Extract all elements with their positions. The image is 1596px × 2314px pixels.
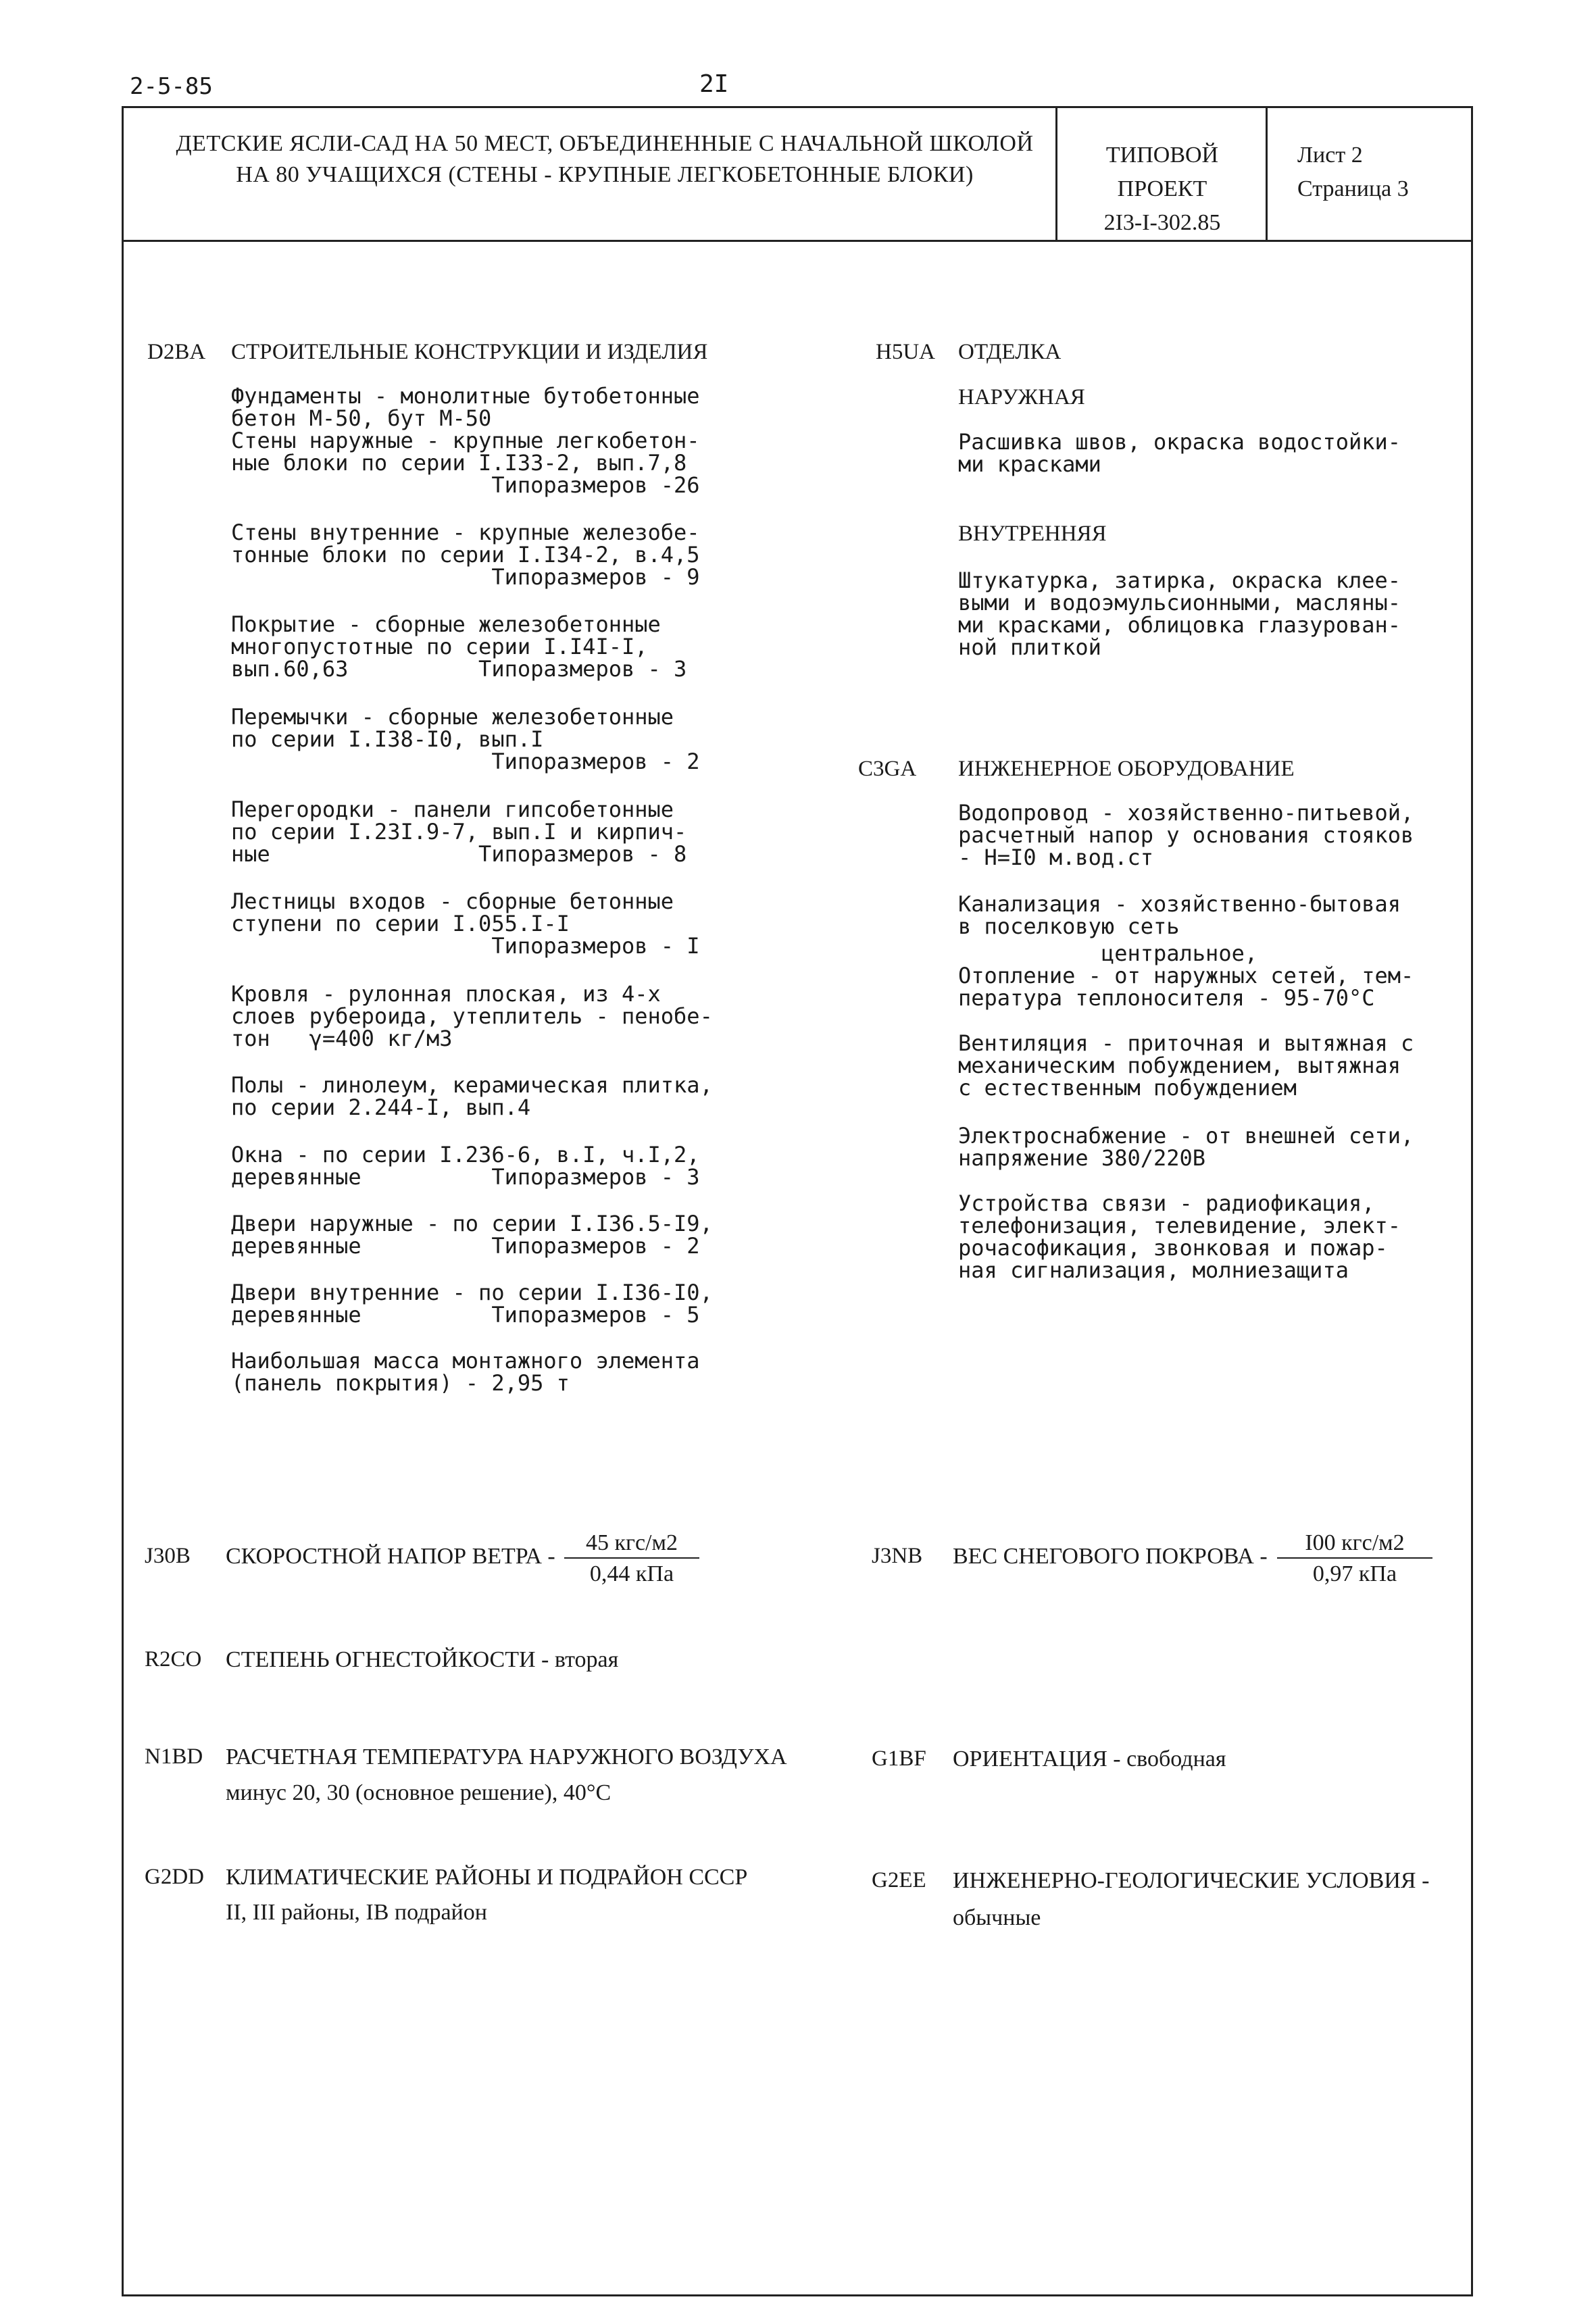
header-column-divider-2 <box>1266 106 1268 240</box>
snow-value <box>1277 1530 1432 1587</box>
snow-value-denominator: 0,97 кПа <box>1312 1561 1397 1586</box>
geology-title: ИНЖЕНЕРНО-ГЕОЛОГИЧЕСКИЕ УСЛОВИЯ - <box>953 1868 1430 1893</box>
engineering-item: центральное, Отопление - от наружных сетей, тем- пература теплоносителя - 95-70°С <box>958 940 1414 1011</box>
constructions-item: Наибольшая масса монтажного элемента (панель покрытия) - 2,95 т <box>231 1348 700 1396</box>
header-column-divider-1 <box>1055 106 1057 240</box>
wind-value <box>564 1530 699 1587</box>
project-block <box>1061 139 1264 240</box>
wind-value-numerator: 45 кгс/м2 <box>564 1530 699 1559</box>
constructions-item: Кровля - рулонная плоская, из 4-х слоев рубероида, утеплитель - пенобе- тон γ=400 кг/м3 <box>231 981 713 1051</box>
climate-title: КЛИМАТИЧЕСКИЕ РАЙОНЫ И ПОДРАЙОН СССР <box>226 1865 748 1890</box>
constructions-item: Полы - линолеум, керамическая плитка, по серии 2.244-I, вып.4 <box>231 1072 713 1120</box>
constructions-item: Стены наружные - крупные легкобетон- ные блоки по серии I.I33-2, вып.7,8 Типоразмеров -26 <box>231 428 700 498</box>
fire-resistance: СТЕПЕНЬ ОГНЕСТОЙКОСТИ - вторая <box>226 1647 619 1672</box>
constructions-item: Лестницы входов - сборные бетонные ступени по серии I.055.I-I Типоразмеров - I <box>231 888 700 959</box>
finishing-inner-text: Штукатурка, затирка, окраска клее- выми и водоэмульсионными, масляны- ми красками, облицовка глазурован- ной плиткой <box>958 568 1401 660</box>
engineering-item: Водопровод - хозяйственно-питьевой, расчетный напор у основания стояков - H=I0 м.вод.ст <box>958 800 1414 870</box>
sheet-page: Страница 3 <box>1297 176 1409 201</box>
constructions-item: Фундаменты - монолитные бутобетонные бетон М-50, бут М-50 <box>231 383 700 431</box>
sheet-number: Лист 2 <box>1297 143 1363 168</box>
constructions-item: Покрытие - сборные железобетонные многопустотные по серии I.I4I-I, вып.60,63 Типоразмеров - 3 <box>231 611 687 682</box>
document-title: ДЕТСКИЕ ЯСЛИ-САД НА 50 МЕСТ, ОБЪЕДИНЕННЫЕ С НАЧАЛЬНОЙ ШКОЛОЙ НА 80 УЧАЩИХСЯ (СТЕНЫ - КРУПНЫЕ ЛЕГКОБЕТОННЫЕ БЛОКИ) <box>176 131 1034 187</box>
constructions-item: Перегородки - панели гипсобетонные по серии I.23I.9-7, вып.I и кирпич- ные Типоразмеров - 8 <box>231 797 687 867</box>
constructions-item: Двери наружные - по серии I.I36.5-I9, деревянные Типоразмеров - 2 <box>231 1211 713 1259</box>
finishing-outer-text: Расшивка швов, окраска водостойки- ми красками <box>958 429 1401 477</box>
engineering-item: Электроснабжение - от внешней сети, напряжение 380/220В <box>958 1123 1414 1171</box>
geology-value: обычные <box>953 1905 1041 1930</box>
engineering-item: Вентиляция - приточная и вытяжная с механическим побуждением, вытяжная с естественным побуждением <box>958 1030 1414 1101</box>
document-code: 2-5-85 <box>130 73 213 100</box>
climate-value: II, III районы, IВ подрайон <box>226 1900 487 1925</box>
constructions-item: Стены внутренние - крупные железобе- тонные блоки по серии I.I34-2, в.4,5 Типоразмеров - 9 <box>231 520 700 590</box>
sheet-block <box>1297 139 1466 206</box>
geology-code: G2EE <box>872 1868 926 1892</box>
wind-value-denominator: 0,44 кПа <box>589 1561 674 1586</box>
engineering-item: Канализация - хозяйственно-бытовая в поселковую сеть <box>958 891 1401 939</box>
climate-code: G2DD <box>145 1865 204 1889</box>
engineering-item: Устройства связи - радиофикация, телефонизация, телевидение, элект- рочасофикация, звонковая и пожар- ная сигнализация, молниезащита <box>958 1190 1401 1283</box>
project-number: 2I3-I-302.85 <box>1103 210 1221 235</box>
temperature-value: минус 20, 30 (основное решение), 40°С <box>226 1780 612 1805</box>
snow-value-numerator: I00 кгс/м2 <box>1277 1530 1432 1559</box>
constructions-item: Двери внутренние - по серии I.I36-I0, деревянные Типоразмеров - 5 <box>231 1280 713 1328</box>
constructions-code: D2BA <box>147 340 206 364</box>
constructions-title: СТРОИТЕЛЬНЫЕ КОНСТРУКЦИИ И ИЗДЕЛИЯ <box>231 340 708 364</box>
engineering-code: C3GA <box>858 757 917 781</box>
wind-code: J30B <box>145 1544 191 1568</box>
snow-label: ВЕС СНЕГОВОГО ПОКРОВА - <box>953 1544 1268 1569</box>
page-number: 2I <box>699 70 729 98</box>
temperature-title: РАСЧЕТНАЯ ТЕМПЕРАТУРА НАРУЖНОГО ВОЗДУХА <box>226 1744 787 1769</box>
engineering-title: ИНЖЕНЕРНОЕ ОБОРУДОВАНИЕ <box>958 757 1295 781</box>
finishing-title: ОТДЕЛКА <box>958 340 1062 364</box>
orientation: ОРИЕНТАЦИЯ - свободная <box>953 1746 1226 1771</box>
fire-code: R2CO <box>145 1647 202 1671</box>
finishing-code: H5UA <box>876 340 935 364</box>
snow-code: J3NB <box>872 1544 923 1568</box>
header-divider <box>122 240 1473 242</box>
project-label: ТИПОВОЙ ПРОЕКТ <box>1105 143 1219 201</box>
temperature-code: N1BD <box>145 1744 203 1769</box>
finishing-inner-title: ВНУТРЕННЯЯ <box>958 522 1107 546</box>
finishing-outer-title: НАРУЖНАЯ <box>958 385 1085 409</box>
orientation-code: G1BF <box>872 1746 926 1771</box>
constructions-item: Перемычки - сборные железобетонные по серии I.I38-I0, вып.I Типоразмеров - 2 <box>231 704 700 774</box>
wind-label: СКОРОСТНОЙ НАПОР ВЕТРА - <box>226 1544 555 1569</box>
constructions-item: Окна - по серии I.236-6, в.I, ч.I,2, деревянные Типоразмеров - 3 <box>231 1142 700 1190</box>
